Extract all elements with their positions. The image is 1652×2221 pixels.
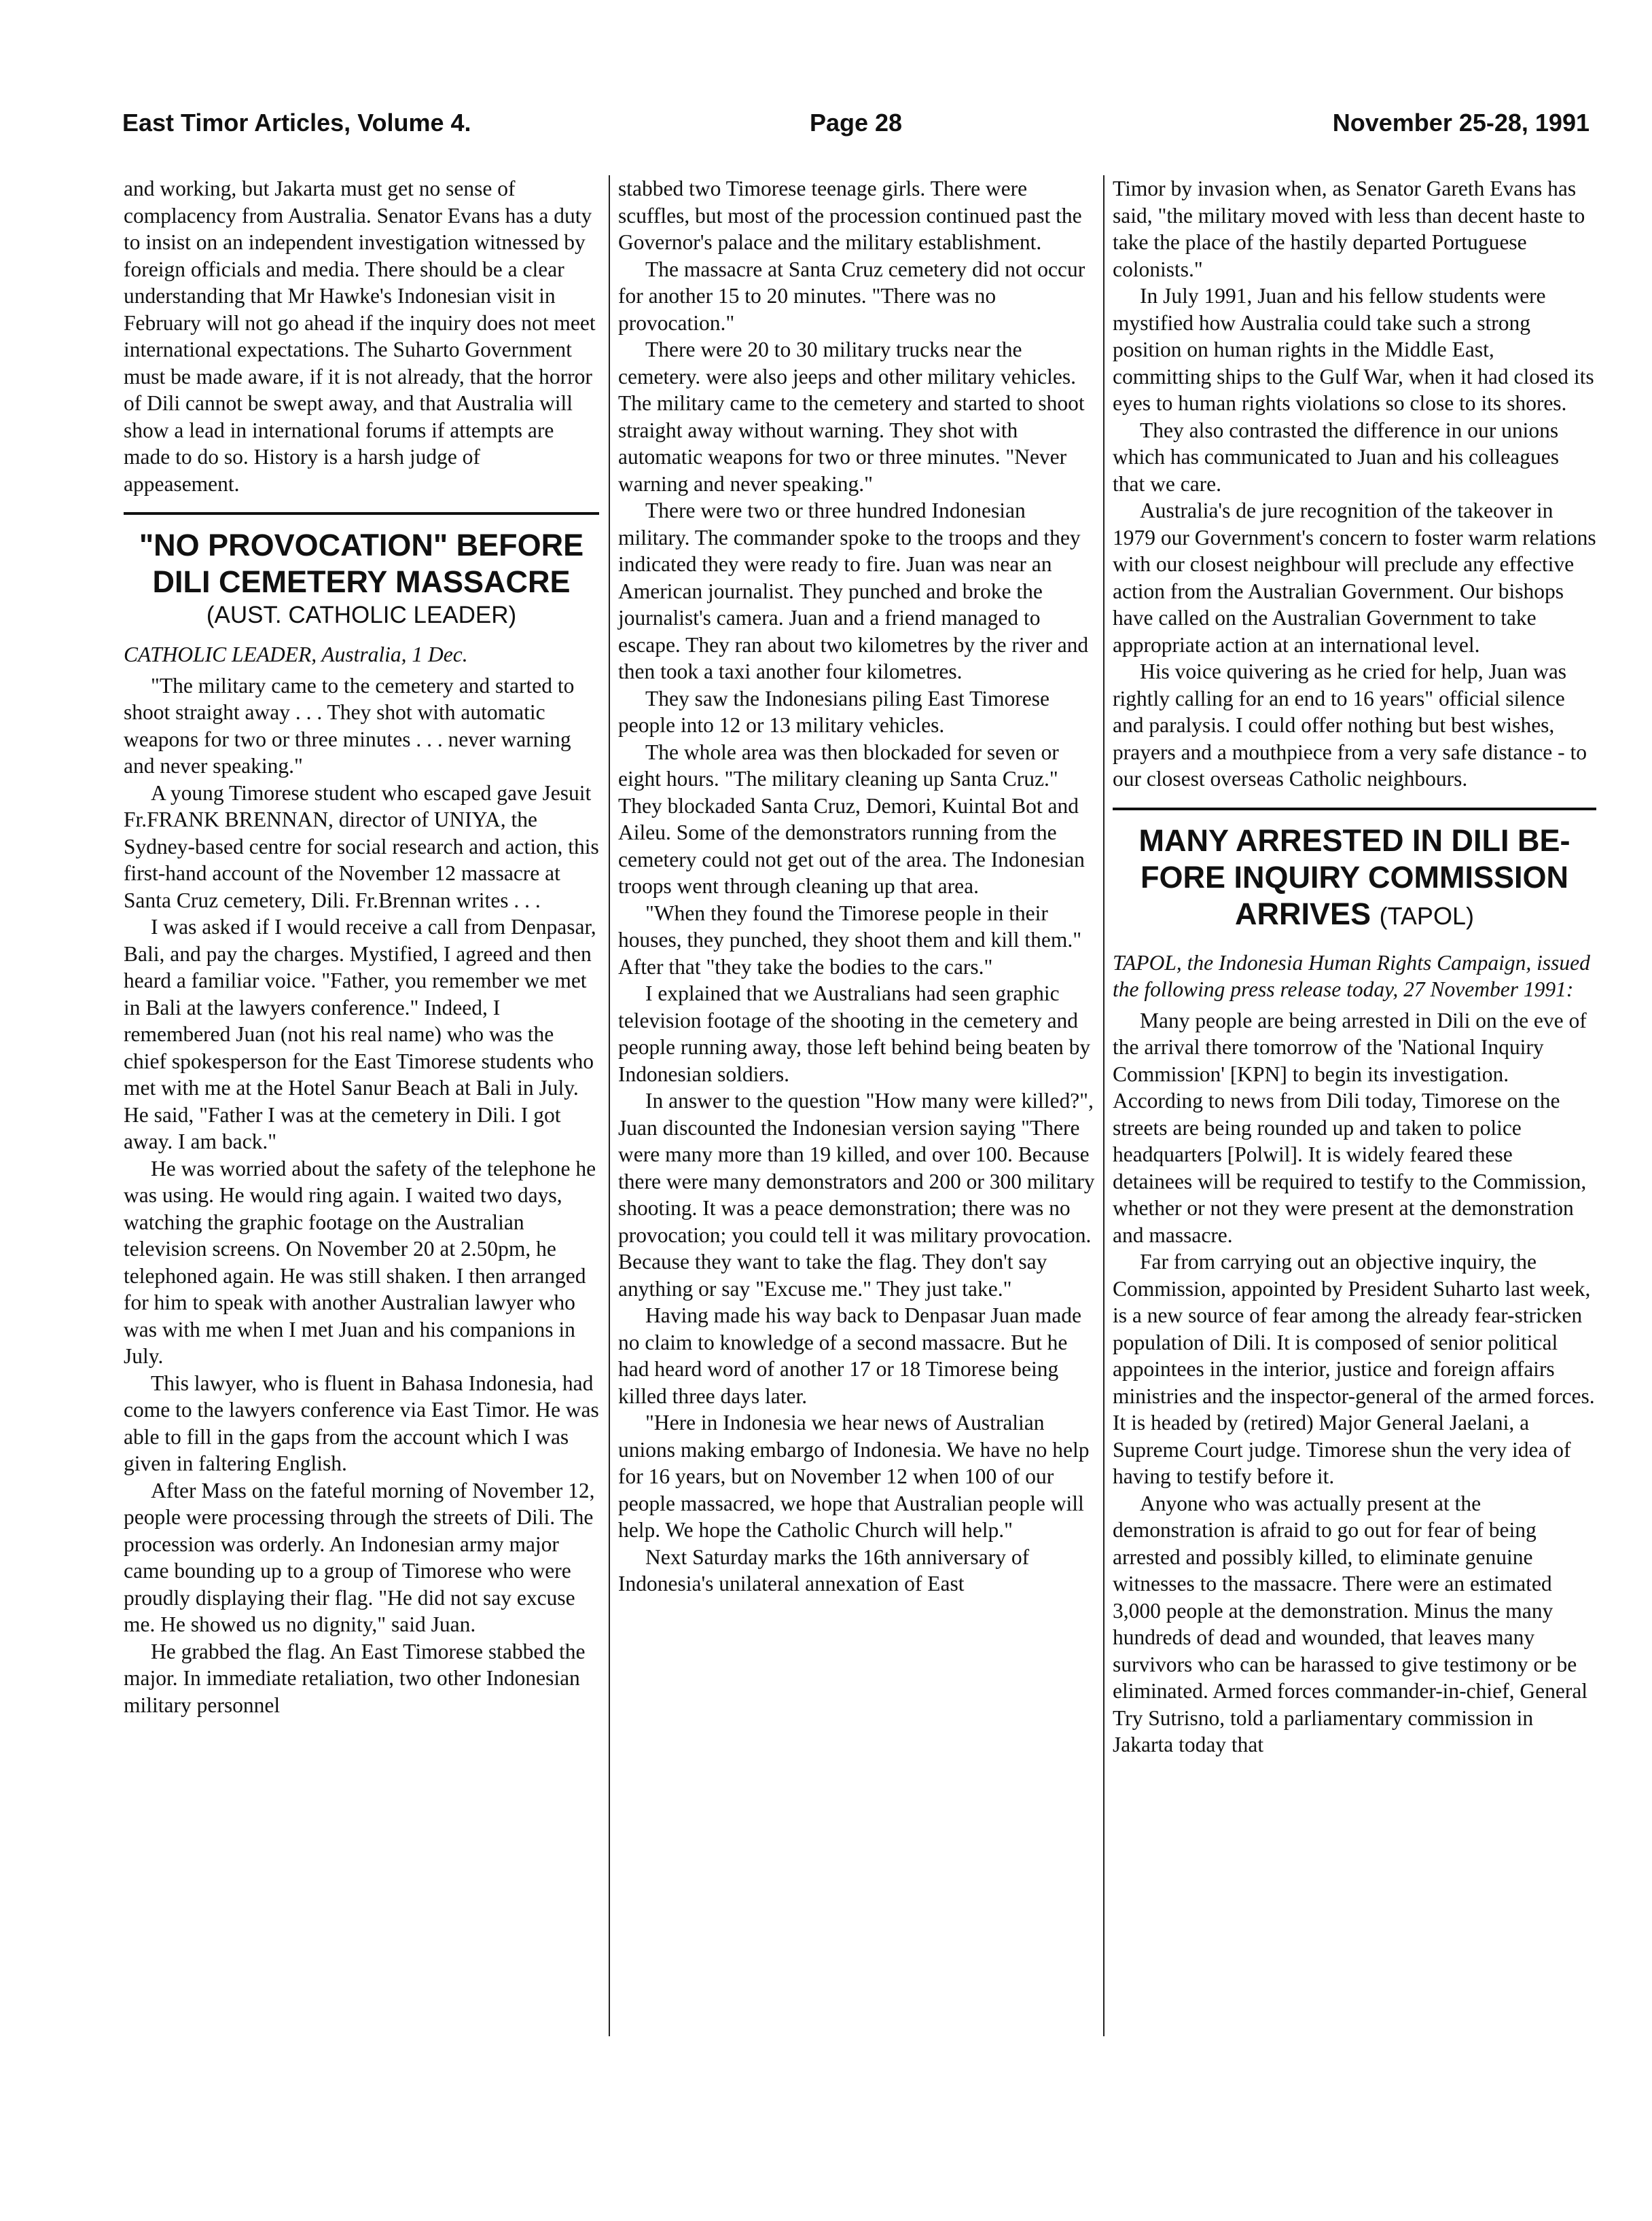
source-attribution: CATHOLIC LEADER, Australia, 1 Dec.: [124, 643, 468, 666]
paragraph: He was worried about the safety of the telephone he was using. He would ring again. I waited two days, watching the graphic footage on the Australian television screens. On November 20 at 2.50pm, he telephoned again. He was still shaken. I then arranged for him to speak with another Australian lawyer who was with me when I met Juan and his companions in July.: [124, 1156, 596, 1368]
paragraph: "When they found the Timorese people in their houses, they punched, they shoot them and kill them." After that "they take the bodies to the cars.": [618, 901, 1082, 979]
paragraph: They also contrasted the difference in our unions which has communicated to Juan and his colleagues that we care.: [1113, 418, 1559, 496]
paragraph: A young Timorese student who escaped gave Jesuit Fr.FRANK BRENNAN, director of UNIYA, the Sydney-based centre for social research and action, this first-hand account of the November 12 massacre at Santa Cruz cemetery, Dili. Fr.Brennan writes . . .: [124, 780, 599, 912]
column-rule: [1103, 175, 1105, 2036]
paragraph: In answer to the question "How many were killed?", Juan discounted the Indonesian version saying "There were many more than 19 killed, and over 100. Because there were many demonstrators and 200 or 300 military shooting. It was a peace demonstration; there was no provocation; you could tell it was military provocation. Because they want to take the flag. They don't say anything or say "Excuse me." They just take.": [618, 1089, 1095, 1301]
headline-line: DILI CEMETERY MASSACRE: [152, 564, 571, 599]
paragraph: The whole area was then blockaded for seven or eight hours. "The military cleaning up Santa Cruz." They blockaded Santa Cruz, Demori, Kuintal Bot and Aileu. Some of the demonstrators running from the cemetery could not get out of the area. The Indonesian troops went through cleaning up that area.: [618, 740, 1085, 898]
headline-line: [1113, 896, 1596, 935]
paragraph: In July 1991, Juan and his fellow students were mystified how Australia could take such a strong position on human rights in the Middle East, committing ships to the Gulf War, when it had closed its eyes to human rights violations so close to its shores.: [1113, 284, 1594, 415]
paragraph: Next Saturday marks the 16th anniversary of Indonesia's unilateral annexation of East: [618, 1545, 1030, 1595]
column-3: [1113, 175, 1596, 1758]
column-rule: [609, 175, 610, 2036]
column-2: [618, 175, 1097, 1597]
paragraph: Having made his way back to Denpasar Juan made no claim to knowledge of a second massacre. But he had heard word of another 17 or 18 Timorese being killed three days later.: [618, 1303, 1082, 1408]
article-headline: [124, 527, 599, 600]
page-header: [122, 109, 1590, 149]
issue-date: November 25-28, 1991: [1332, 109, 1590, 137]
paragraph: There were two or three hundred Indonesian military. The commander spoke to the troops and they indicated they were ready to fire. Juan was near an American journalist. They punched and broke the journalist's camera. Juan and a friend managed to escape. They ran about two kilometres by the river and then took a taxi another four kilometres.: [618, 499, 1089, 683]
paragraph: Many people are being arrested in Dili on the eve of the arrival there tomorrow of the 'National Inquiry Commission' [KPN] to begin its investigation. According to news from Dili today, Timorese on the streets are being rounded up and taken to police headquarters [Polwil]. It is widely feared these detainees will be required to testify to the Commission, whether or not they were present at the demonstration and massacre.: [1113, 1008, 1587, 1247]
paragraph: I was asked if I would receive a call from Denpasar, Bali, and pay the charges. Mystified, I agreed and then heard a familiar voice. "Father, you remember we met in Bali at the lawyers conference." Indeed, I remembered Juan (not his real name) who was the chief spokesperson for the East Timorese students who met with me at the Hotel Sanur Beach at Bali in July. He said, "Father I was at the cemetery in Dili. I got away. I am back.": [124, 915, 596, 1153]
article-headline: [1113, 823, 1596, 935]
column-1: [124, 175, 599, 1718]
paragraph: They saw the Indonesians piling East Timorese people into 12 or 13 military vehicles.: [618, 686, 1049, 737]
paragraph: There were 20 to 30 military trucks near the cemetery. were also jeeps and other military vehicles. The military came to the cemetery and started to shoot straight away without warning. They shot with automatic weapons for two or three minutes. "Never warning and never speaking.": [618, 338, 1085, 496]
publication-title: East Timor Articles, Volume 4.: [122, 109, 471, 137]
paragraph: He grabbed the flag. An East Timorese stabbed the major. In immediate retaliation, two other Indonesian military personnel: [124, 1639, 586, 1717]
paragraph: Anyone who was actually present at the demonstration is afraid to go out for fear of being arrested and possibly killed, to eliminate genuine witnesses to the massacre. There were an estimated 3,000 people at the demonstration. Minus the many hundreds of dead and wounded, that leaves many survivors who can be harassed to give testimony or be eliminated. Armed forces commander-in-chief, General Try Sutrisno, told a parliamentary commission in Jakarta today that: [1113, 1491, 1588, 1756]
page-number: Page 28: [809, 109, 903, 137]
paragraph: After Mass on the fateful morning of November 12, people were processing through the streets of Dili. The procession was orderly. An Indonesian army major came bounding up to a group of Timorese who were proudly displaying their flag. "He did not say excuse me. He showed us no dignity," said Juan.: [124, 1478, 595, 1636]
headline-line: "NO PROVOCATION" BEFORE: [139, 528, 584, 562]
paragraph: Far from carrying out an objective inquiry, the Commission, appointed by President Suharto last week, is a new source of fear among the already fear-stricken population of Dili. It is composed of senior political appointees in the interior, justice and foreign affairs ministries and the inspector-general of the armed forces. It is headed by (retired) Major General Jaelani, a Supreme Court judge. Timorese shun the very idea of having to testify before it.: [1113, 1250, 1595, 1488]
paragraph: The massacre at Santa Cruz cemetery did not occur for another 15 to 20 minutes. "There was no provocation.": [618, 257, 1085, 335]
paragraph: Timor by invasion when, as Senator Gareth Evans has said, "the military moved with less than decent haste to take the place of the hastily departed Portuguese colonists.": [1113, 177, 1585, 281]
headline-line: MANY ARRESTED IN DILI BE-: [1138, 823, 1570, 858]
continued-paragraph: and working, but Jakarta must get no sense of complacency from Australia. Senator Evans has a duty to insist on an independent investigation witnessed by foreign officials and media. There should be a clear understanding that Mr Hawke's Indonesian visit in February will not go ahead if the inquiry does not meet international expectations. The Suharto Government must be made aware, if it is not already, that the horror of Dili cannot be swept away, and that Australia will show a lead in international forums if attempts are made to do so. History is a harsh judge of appeasement.: [124, 177, 596, 496]
headline-line: FORE INQUIRY COMMISSION: [1140, 859, 1569, 895]
paragraph: This lawyer, who is fluent in Bahasa Indonesia, had come to the lawyers conference via East Timor. He was able to fill in the gaps from the account which I was given in faltering English.: [124, 1371, 599, 1475]
headline-word: ARRIVES: [1235, 896, 1371, 931]
paragraph: Australia's de jure recognition of the takeover in 1979 our Government's concern to foster warm relations with our closest neighbour will preclude any effective action from the Australian Government. Our bishops have called on the Australian Government to take appropriate action at an international level.: [1113, 499, 1596, 657]
paragraph: I explained that we Australians had seen graphic television footage of the shooting in the cemetery and people running away, those left behind being beaten by Indonesian soldiers.: [618, 981, 1091, 1086]
paragraph: His voice quivering as he cried for help, Juan was rightly calling for an end to 16 years" official silence and paralysis. I could offer nothing but best wishes, prayers and a mouthpiece from a very safe distance - to our closest overseas Catholic neighbours.: [1113, 660, 1587, 791]
paragraph: stabbed two Timorese teenage girls. There were scuffles, but most of the procession continued past the Governor's palace and the military establishment.: [618, 177, 1082, 254]
paragraph: "Here in Indonesia we hear news of Australian unions making embargo of Indonesia. We have no help for 16 years, but on November 12 when 100 of our people massacred, we hope that Australian people will help. We hope the Catholic Church will help.": [618, 1411, 1090, 1542]
article-divider: [1113, 808, 1596, 810]
paragraph: "The military came to the cemetery and started to shoot straight away . . . They shot with automatic weapons for two or three minutes . . . never warning and never speaking.": [124, 673, 575, 778]
headline-source: (AUST. CATHOLIC LEADER): [206, 602, 517, 628]
headline-source: (TAPOL): [1379, 901, 1474, 930]
article-divider: [124, 512, 599, 515]
source-attribution: TAPOL, the Indonesia Human Rights Campaign, issued the following press release today, 27 November 1991:: [1113, 950, 1590, 1001]
